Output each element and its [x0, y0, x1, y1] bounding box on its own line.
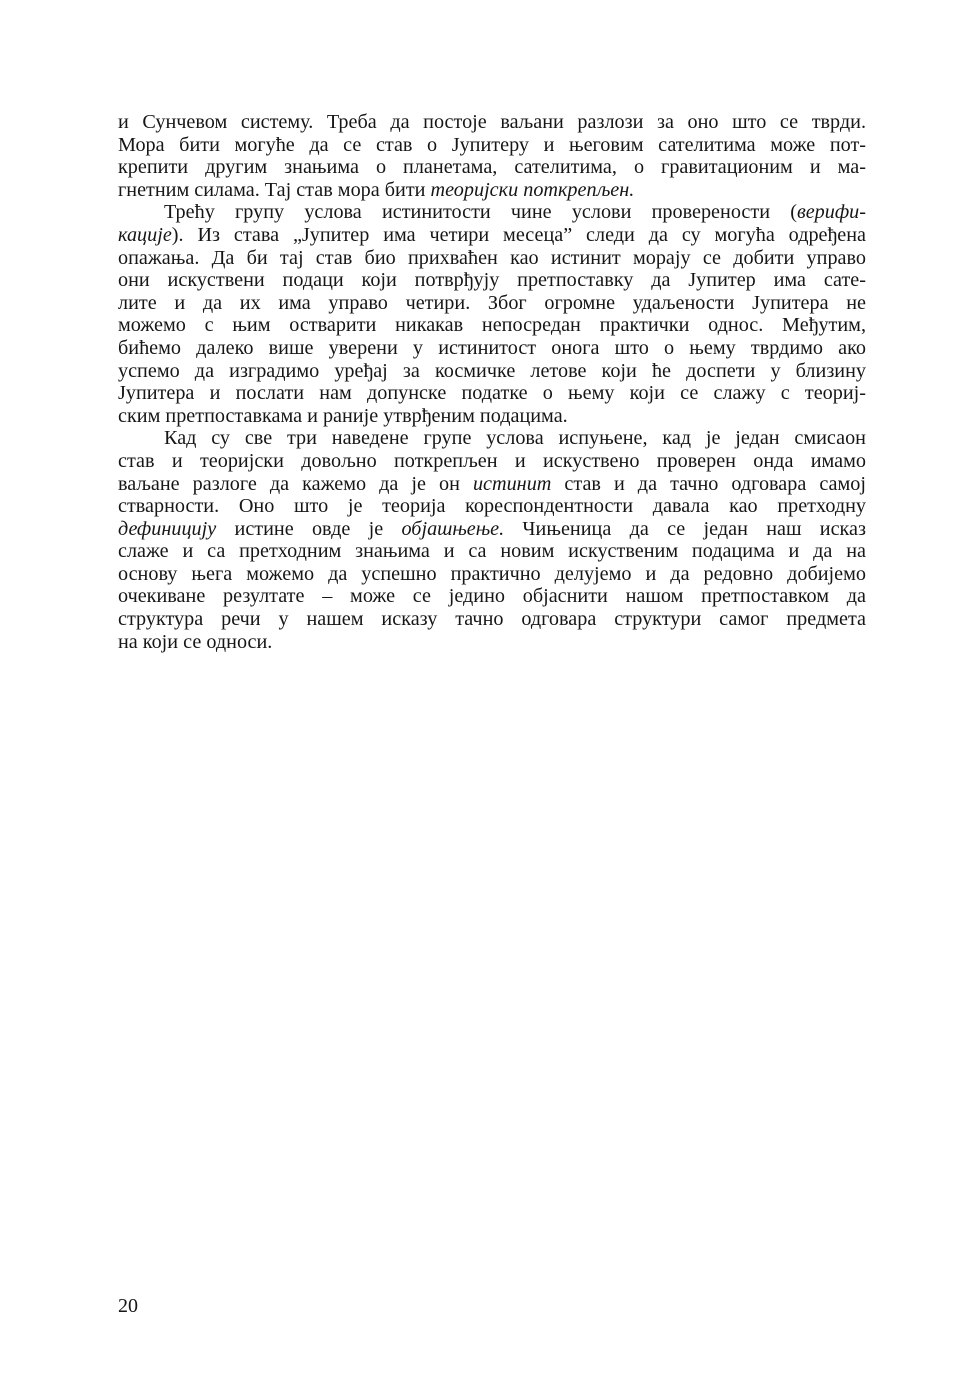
text-run: крепити другим знањима о планетама, сателитима, о гравитационим и ма- — [118, 156, 866, 179]
text-line — [118, 495, 866, 518]
text-run: стварности. Оно што је теорија кореспондентности давала као претходну — [118, 495, 866, 518]
text-run: слаже и са претходним знањима и са новим искуственим подацима и да на — [118, 540, 866, 563]
text-line — [118, 450, 866, 473]
text-line — [118, 405, 866, 428]
text-run: ским претпоставкама и раније утврђеним подацима. — [118, 404, 568, 427]
text-line — [118, 518, 866, 541]
italic-text: објашњење. — [401, 517, 505, 540]
text-line — [118, 111, 866, 134]
text-run: Кад су све три наведене групе услова испуњене, кад је један смисаон — [164, 427, 866, 450]
page-number: 20 — [118, 1295, 138, 1317]
text-line — [118, 473, 866, 496]
text-run: Чињеница да се један наш исказ — [504, 517, 866, 540]
italic-text: дефиницију — [118, 517, 217, 540]
text-line — [118, 201, 866, 224]
text-run: они искуствени подаци који потврђују претпоставку да Јупитер има сате- — [118, 269, 866, 292]
text-run: на који се односи. — [118, 630, 273, 653]
text-run: бићемо далеко више уверени у истинитост онога што о њему тврдимо ако — [118, 336, 866, 359]
text-run: ваљане разлоге да кажемо да је он — [118, 472, 473, 495]
text-run: гнетним силама. Тај став мора бити — [118, 178, 431, 201]
text-line — [118, 427, 866, 450]
text-run: лите и да их има управо четири. Због огромне удаљености Јупитера не — [118, 291, 866, 314]
italic-text: верифи- — [796, 201, 866, 224]
text-run: структура речи у нашем исказу тачно одговара структури самог предмета — [118, 608, 866, 631]
text-line — [118, 585, 866, 608]
text-run: и Сунчевом систему. Трeба да постоје ваљани разлози за оно што се тврди. — [118, 111, 866, 133]
text-line — [118, 337, 866, 360]
text-line — [118, 631, 866, 654]
text-line — [118, 360, 866, 383]
text-line — [118, 563, 866, 586]
italic-text: истинит — [472, 472, 552, 495]
text-line — [118, 382, 866, 405]
text-line — [118, 314, 866, 337]
paragraph-3 — [118, 427, 866, 653]
text-run: основу њега можемо да успешно практично делујемо и да редовно добијемо — [118, 562, 866, 585]
text-run: очекиване резултате – може се једино објаснити нашом претпоставком да — [118, 585, 866, 608]
text-line — [118, 247, 866, 270]
paragraph-1 — [118, 111, 866, 201]
text-line — [118, 134, 866, 157]
text-line — [118, 608, 866, 631]
text-line — [118, 224, 866, 247]
text-run: став и да тачно одговара самој — [551, 472, 866, 495]
body-text — [118, 111, 866, 653]
italic-text: теоријски поткрепљен. — [430, 178, 635, 201]
text-run: можемо с њим остварити никакав непосредан практички однос. Међутим, — [118, 314, 866, 337]
text-run: Јупитера и послати нам допунске податке о њему који се слажу с теориј- — [118, 382, 866, 405]
text-line — [118, 269, 866, 292]
text-line — [118, 540, 866, 563]
text-run: ). Из става „Јупитер има четири месеца” следи да су могућа одређена — [171, 223, 866, 246]
text-line — [118, 156, 866, 179]
text-run: Мора бити могуће да се став о Јупитеру и његовим сателитима може пот- — [118, 133, 866, 156]
text-line — [118, 292, 866, 315]
italic-text: кације — [118, 223, 172, 246]
paragraph-2 — [118, 201, 866, 427]
text-run: став и теоријски довољно поткрепљен и искуствено проверен онда имамо — [118, 449, 866, 472]
text-run: успемо да изградимо уређај за космичке летове који ће доспети у близину — [118, 359, 866, 382]
text-run: опажања. Да би тај став био прихваћен као истинит морају се добити управо — [118, 246, 866, 269]
text-line — [118, 179, 866, 202]
text-run: Трећу групу услова истинитости чине услови проверености ( — [164, 201, 797, 224]
text-run: истине овде је — [216, 517, 402, 540]
